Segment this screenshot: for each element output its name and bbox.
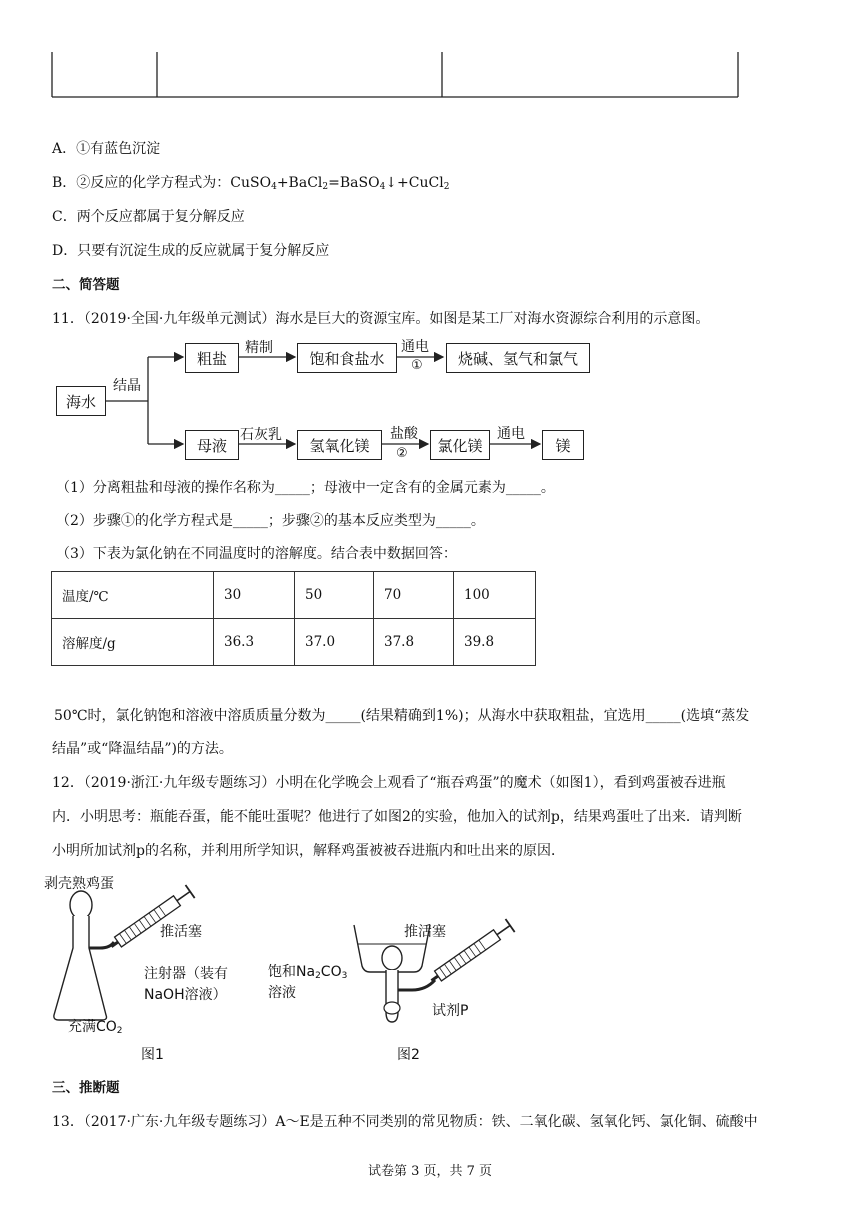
table-row: [52, 572, 536, 619]
fig2-label-solution: 溶液: [268, 985, 296, 1001]
fig2-caption: 图2: [397, 1047, 420, 1063]
option-b: B．②反应的化学方程式为：CuSO$_4$+BaCl$_2$=BaSO$_4$↓+CuCl$_2$: [52, 175, 450, 192]
option-c: C．两个反应都属于复分解反应: [52, 209, 245, 225]
fig1-caption: 图1: [141, 1047, 164, 1063]
node-crude-salt: 粗盐: [185, 343, 239, 373]
table-cell: 温度/℃: [52, 572, 214, 619]
fig2-label-plunger: 推活塞: [404, 924, 446, 940]
q11-tail-line2: 结晶”或“降温结晶”)的方法。: [52, 741, 233, 757]
table-cell: 30: [214, 572, 295, 619]
q13-line1: 13．（2017·广东·九年级专题练习）A～E是五种不同类别的常见物质：铁、二氧化碳、氢氧化钙、氯化铜、硫酸中: [52, 1114, 758, 1130]
fig2-label-saturated: 饱和$Na_2CO_3$: [268, 964, 348, 981]
table-cell: 37.0: [295, 619, 374, 666]
label-step-2: ②: [396, 446, 408, 461]
node-mother-liquor: 母液: [185, 430, 239, 460]
table-cell: 溶解度/g: [52, 619, 214, 666]
table-row: [52, 619, 536, 666]
table-cell: 39.8: [454, 619, 536, 666]
q12-line1: 12．（2019·浙江·九年级专题练习）小明在化学晚会上观看了“瓶吞鸡蛋”的魔术（如图1），看到鸡蛋被吞进瓶: [52, 775, 726, 791]
label-electrolysis-1: 通电: [401, 339, 429, 355]
fig1-label-egg: 剥壳熟鸡蛋: [44, 876, 114, 892]
table-cell: 36.3: [214, 619, 295, 666]
q11-sub3: （3）下表为氯化钠在不同温度时的溶解度。结合表中数据回答：: [56, 546, 457, 562]
fig2-label-reagent: 试剂P: [432, 1003, 469, 1019]
label-lime-milk: 石灰乳: [240, 427, 282, 443]
q12-line3: 小明所加试剂p的名称，并利用所学知识，解释鸡蛋被被吞进瓶内和吐出来的原因．: [52, 843, 565, 859]
q11-tail-line1: 50℃时，氯化钠饱和溶液中溶质质量分数为_____(结果精确到1%)；从海水中获取粗盐，宜选用_____(选填“蒸发: [54, 708, 750, 724]
option-d: D．只要有沉淀生成的反应就属于复分解反应: [52, 243, 330, 259]
label-hcl: 盐酸: [390, 426, 418, 442]
table-cell: 100: [454, 572, 536, 619]
table-cell: 37.8: [374, 619, 454, 666]
section-heading-short-answer: 二、简答题: [52, 277, 120, 293]
figure-1-flask-illustration: [40, 880, 220, 1030]
label-step-1: ①: [411, 358, 423, 373]
node-mg-chloride: 氯化镁: [430, 430, 490, 460]
page-footer: 试卷第 3 页，共 7 页: [367, 1164, 493, 1179]
node-seawater: 海水: [56, 386, 106, 416]
node-products: 烧碱、氢气和氯气: [446, 343, 590, 373]
label-crystallize: 结晶: [113, 378, 141, 394]
solubility-table: [51, 571, 536, 666]
top-table-fragment: [0, 0, 860, 110]
node-saturated-brine: 饱和食盐水: [297, 343, 397, 373]
fig1-label-plunger: 推活塞: [160, 924, 202, 940]
option-a: A．①有蓝色沉淀: [52, 141, 161, 157]
table-cell: 70: [374, 572, 454, 619]
q12-line2: 内．小明思考：瓶能吞蛋，能不能吐蛋呢？他进行了如图2的实验，他加入的试剂p，结果鸡蛋吐了出来．请判断: [52, 809, 742, 825]
q11-sub1: （1）分离粗盐和母液的操作名称为_____；母液中一定含有的金属元素为_____。: [56, 480, 555, 496]
fig1-label-filled: 充满$CO_2$: [68, 1019, 123, 1036]
table-cell: 50: [295, 572, 374, 619]
label-electrolysis-2: 通电: [497, 426, 525, 442]
fig1-label-syringe-2: NaOH溶液）: [144, 987, 227, 1003]
section-heading-inference: 三、推断题: [52, 1080, 120, 1096]
label-refine: 精制: [245, 340, 273, 356]
node-magnesium: 镁: [542, 430, 584, 460]
node-mg-hydroxide: 氢氧化镁: [297, 430, 382, 460]
q11-sub2: （2）步骤①的化学方程式是_____；步骤②的基本反应类型为_____。: [56, 513, 485, 529]
fig1-label-syringe-1: 注射器（装有: [144, 966, 228, 982]
q11-intro: 11．（2019·全国·九年级单元测试）海水是巨大的资源宝库。如图是某工厂对海水资源综合利用的示意图。: [52, 311, 710, 327]
